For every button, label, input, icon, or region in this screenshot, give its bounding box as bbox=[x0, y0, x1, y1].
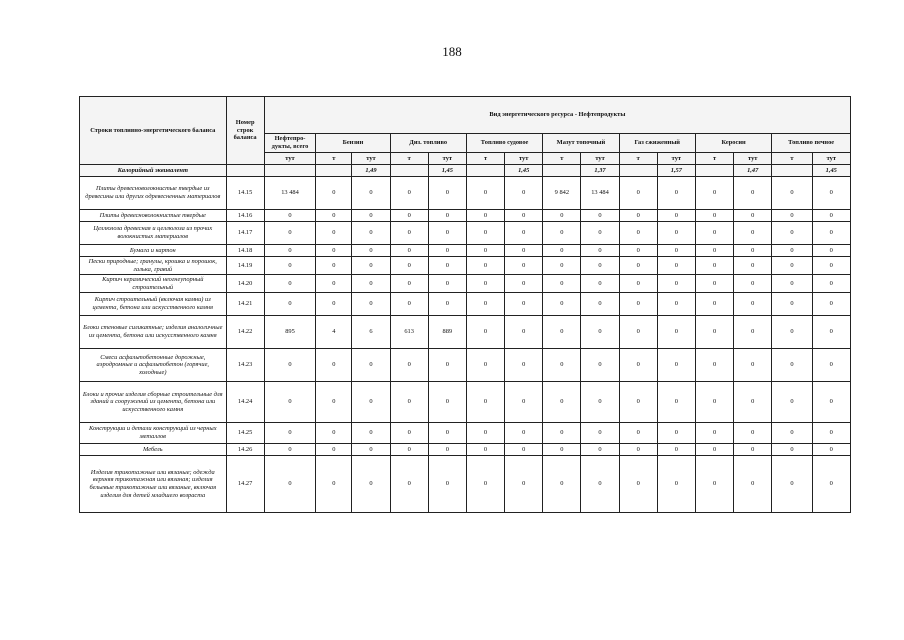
table-cell: 0 bbox=[316, 423, 352, 444]
table-cell: 0 bbox=[264, 423, 316, 444]
table-cell: 0 bbox=[695, 456, 733, 513]
table-cell: 0 bbox=[428, 275, 466, 293]
table-cell: 0 bbox=[619, 456, 657, 513]
line-number: 14.16 bbox=[226, 210, 264, 222]
row-label: Смеси асфальтобетонные дорожные, аэродромные и асфальтобетон (горячие, холодные) bbox=[80, 349, 227, 382]
table-cell: 0 bbox=[657, 423, 695, 444]
table-cell: 0 bbox=[695, 275, 733, 293]
table-cell: 0 bbox=[390, 456, 428, 513]
row-label: Калорийный эквивалент bbox=[80, 165, 227, 177]
table-cell: 0 bbox=[695, 177, 733, 210]
calorific-value: 1,45 bbox=[812, 165, 850, 177]
header-unit: тут bbox=[657, 153, 695, 165]
table-cell: 0 bbox=[352, 177, 390, 210]
calorific-row bbox=[80, 165, 851, 177]
table-cell: 0 bbox=[428, 177, 466, 210]
table-cell: 0 bbox=[619, 245, 657, 257]
table-cell: 0 bbox=[505, 316, 543, 349]
calorific-value bbox=[390, 165, 428, 177]
table-cell: 0 bbox=[466, 293, 504, 316]
table-cell: 0 bbox=[772, 444, 812, 456]
table-cell: 0 bbox=[581, 444, 619, 456]
header-unit: тут bbox=[581, 153, 619, 165]
header-product: Нефтепро-дукты, всего bbox=[264, 134, 316, 153]
table-cell: 0 bbox=[734, 444, 772, 456]
table-cell: 0 bbox=[428, 423, 466, 444]
table-cell: 0 bbox=[657, 177, 695, 210]
table-cell: 0 bbox=[466, 257, 504, 275]
table-cell: 0 bbox=[734, 423, 772, 444]
table-cell: 6 bbox=[352, 316, 390, 349]
table-cell: 0 bbox=[466, 456, 504, 513]
table-cell: 0 bbox=[505, 245, 543, 257]
table-cell: 0 bbox=[428, 293, 466, 316]
table-cell: 0 bbox=[543, 245, 581, 257]
table-cell: 0 bbox=[264, 444, 316, 456]
table-cell: 0 bbox=[619, 316, 657, 349]
calorific-value bbox=[619, 165, 657, 177]
table-cell: 0 bbox=[543, 316, 581, 349]
table-cell: 0 bbox=[428, 349, 466, 382]
table-cell: 0 bbox=[352, 423, 390, 444]
calorific-value bbox=[695, 165, 733, 177]
header-product: Мазут топочный bbox=[543, 134, 619, 153]
table-cell: 0 bbox=[812, 257, 850, 275]
table-cell: 0 bbox=[466, 349, 504, 382]
table-cell: 0 bbox=[695, 245, 733, 257]
line-number: 14.19 bbox=[226, 257, 264, 275]
calorific-value bbox=[543, 165, 581, 177]
line-number: 14.15 bbox=[226, 177, 264, 210]
table-row bbox=[80, 293, 851, 316]
table-cell: 0 bbox=[505, 382, 543, 423]
table-row bbox=[80, 222, 851, 245]
table-cell: 13 484 bbox=[264, 177, 316, 210]
header-rows-label: Строки топливно-энергетического баланса bbox=[80, 97, 227, 165]
table-cell: 0 bbox=[581, 275, 619, 293]
header-product: Топливо судовое bbox=[466, 134, 542, 153]
table-cell: 0 bbox=[695, 382, 733, 423]
table-cell: 0 bbox=[812, 316, 850, 349]
header-unit: тут bbox=[734, 153, 772, 165]
table-cell: 0 bbox=[619, 349, 657, 382]
line-number: 14.24 bbox=[226, 382, 264, 423]
table-cell: 0 bbox=[657, 275, 695, 293]
table-cell: 0 bbox=[695, 293, 733, 316]
table-cell: 0 bbox=[543, 382, 581, 423]
table-cell: 0 bbox=[772, 456, 812, 513]
row-label: Мебель bbox=[80, 444, 227, 456]
table-row bbox=[80, 456, 851, 513]
calorific-value bbox=[772, 165, 812, 177]
calorific-value bbox=[264, 165, 316, 177]
page-number: 188 bbox=[442, 44, 462, 59]
table-cell: 0 bbox=[657, 210, 695, 222]
table-cell: 0 bbox=[812, 456, 850, 513]
table-cell: 0 bbox=[772, 275, 812, 293]
table-cell: 0 bbox=[619, 257, 657, 275]
table-cell: 0 bbox=[772, 210, 812, 222]
table-cell: 0 bbox=[619, 382, 657, 423]
table-cell: 0 bbox=[264, 293, 316, 316]
table-cell: 0 bbox=[316, 349, 352, 382]
header-product: Бензин bbox=[316, 134, 390, 153]
calorific-value: 1,49 bbox=[352, 165, 390, 177]
table-cell: 0 bbox=[695, 222, 733, 245]
table-cell: 0 bbox=[316, 177, 352, 210]
row-label: Пески природные; гранулы, крошка и порошок, галька, гравий bbox=[80, 257, 227, 275]
table-cell: 0 bbox=[734, 293, 772, 316]
table-cell: 0 bbox=[657, 382, 695, 423]
table-cell: 0 bbox=[581, 293, 619, 316]
table-cell: 0 bbox=[695, 257, 733, 275]
line-number: 14.17 bbox=[226, 222, 264, 245]
table-cell: 0 bbox=[695, 210, 733, 222]
header-line-number: Номер строк баланса bbox=[226, 97, 264, 165]
table-cell: 0 bbox=[466, 275, 504, 293]
table-cell: 0 bbox=[657, 456, 695, 513]
table-cell: 0 bbox=[316, 210, 352, 222]
table-cell: 0 bbox=[812, 275, 850, 293]
table-cell: 0 bbox=[316, 456, 352, 513]
row-label: Кирпич керамический неогнеупорный строительный bbox=[80, 275, 227, 293]
table-row bbox=[80, 245, 851, 257]
header-unit: т bbox=[316, 153, 352, 165]
calorific-value bbox=[466, 165, 504, 177]
header-unit: тут bbox=[264, 153, 316, 165]
table-cell: 0 bbox=[264, 245, 316, 257]
calorific-value bbox=[316, 165, 352, 177]
table-cell: 0 bbox=[695, 444, 733, 456]
line-number: 14.18 bbox=[226, 245, 264, 257]
table-cell: 0 bbox=[772, 293, 812, 316]
table-cell: 0 bbox=[390, 210, 428, 222]
table-row bbox=[80, 275, 851, 293]
table-cell: 0 bbox=[581, 222, 619, 245]
table-cell: 0 bbox=[316, 444, 352, 456]
table-cell: 0 bbox=[581, 316, 619, 349]
table-cell: 0 bbox=[543, 210, 581, 222]
table-cell: 0 bbox=[352, 275, 390, 293]
table-cell: 0 bbox=[390, 293, 428, 316]
table-cell: 895 bbox=[264, 316, 316, 349]
table-cell: 0 bbox=[352, 293, 390, 316]
table-cell: 0 bbox=[734, 210, 772, 222]
row-label: Кирпич строительный (включая камни) из цемента, бетона или искусственного камня bbox=[80, 293, 227, 316]
table-cell: 13 484 bbox=[581, 177, 619, 210]
table-cell: 0 bbox=[505, 275, 543, 293]
table-cell: 0 bbox=[812, 210, 850, 222]
table-cell: 0 bbox=[352, 210, 390, 222]
table-cell: 0 bbox=[734, 382, 772, 423]
table-cell: 0 bbox=[657, 444, 695, 456]
table-cell: 0 bbox=[505, 349, 543, 382]
header-product: Керосин bbox=[695, 134, 771, 153]
table-cell: 0 bbox=[657, 316, 695, 349]
table-cell: 0 bbox=[543, 275, 581, 293]
table-cell: 0 bbox=[390, 245, 428, 257]
row-label: Изделия трикотажные или вязаные; одежда верхняя трикотажная или вязаная; изделия бельевые трикотажные или вязаные, включая изделия для детей младшего возраста bbox=[80, 456, 227, 513]
table-cell: 0 bbox=[428, 382, 466, 423]
table-cell: 0 bbox=[316, 275, 352, 293]
table-cell: 0 bbox=[428, 222, 466, 245]
table-cell: 0 bbox=[390, 275, 428, 293]
table-row bbox=[80, 349, 851, 382]
table-cell: 0 bbox=[466, 245, 504, 257]
table-cell: 0 bbox=[466, 382, 504, 423]
header-product: Диз. топливо bbox=[390, 134, 466, 153]
table-cell: 0 bbox=[734, 456, 772, 513]
table-cell: 0 bbox=[264, 210, 316, 222]
table-cell: 0 bbox=[352, 444, 390, 456]
row-label: Плиты древесноволокнистые твердые из древесины или других одревесненных материалов bbox=[80, 177, 227, 210]
table-cell: 0 bbox=[619, 177, 657, 210]
table-cell: 0 bbox=[428, 210, 466, 222]
table-cell: 0 bbox=[316, 245, 352, 257]
table-cell: 0 bbox=[352, 456, 390, 513]
table-cell: 0 bbox=[466, 177, 504, 210]
table-cell: 0 bbox=[316, 222, 352, 245]
table-row bbox=[80, 210, 851, 222]
header-unit: т bbox=[543, 153, 581, 165]
header-unit: т bbox=[695, 153, 733, 165]
table-cell: 0 bbox=[812, 349, 850, 382]
table-cell: 0 bbox=[264, 275, 316, 293]
line-number: 14.23 bbox=[226, 349, 264, 382]
table-cell: 0 bbox=[581, 257, 619, 275]
table-row bbox=[80, 177, 851, 210]
table-cell: 889 bbox=[428, 316, 466, 349]
table-cell: 0 bbox=[734, 316, 772, 349]
table-cell: 0 bbox=[619, 293, 657, 316]
row-label: Плиты древесноволокнистые твердые bbox=[80, 210, 227, 222]
table-cell: 0 bbox=[581, 245, 619, 257]
table-cell: 0 bbox=[772, 177, 812, 210]
header-unit: т bbox=[619, 153, 657, 165]
table-row bbox=[80, 423, 851, 444]
table-cell: 0 bbox=[505, 210, 543, 222]
table-cell: 0 bbox=[581, 210, 619, 222]
table-cell: 0 bbox=[543, 222, 581, 245]
header-product: Газ сжиженный bbox=[619, 134, 695, 153]
table-cell: 0 bbox=[390, 257, 428, 275]
table-cell: 0 bbox=[581, 423, 619, 444]
row-label: Конструкции и детали конструкций из черных металлов bbox=[80, 423, 227, 444]
table-cell: 0 bbox=[352, 382, 390, 423]
row-label: Блоки и прочие изделия сборные строительные для зданий и сооружений из цемента, бетона или искусственного камня bbox=[80, 382, 227, 423]
table-cell: 0 bbox=[352, 349, 390, 382]
table-cell: 0 bbox=[428, 444, 466, 456]
table-cell: 0 bbox=[657, 257, 695, 275]
table-cell: 0 bbox=[619, 423, 657, 444]
table-cell: 0 bbox=[543, 349, 581, 382]
line-number: 14.21 bbox=[226, 293, 264, 316]
table-cell: 0 bbox=[428, 456, 466, 513]
table-cell: 0 bbox=[505, 222, 543, 245]
header-unit: тут bbox=[352, 153, 390, 165]
table-cell: 0 bbox=[734, 275, 772, 293]
line-number: 14.27 bbox=[226, 456, 264, 513]
header-unit: тут bbox=[812, 153, 850, 165]
calorific-value: 1,45 bbox=[428, 165, 466, 177]
table-cell: 0 bbox=[581, 382, 619, 423]
table-cell: 0 bbox=[505, 177, 543, 210]
line-number bbox=[226, 165, 264, 177]
table-cell: 0 bbox=[657, 349, 695, 382]
table-cell: 0 bbox=[428, 245, 466, 257]
table-row bbox=[80, 316, 851, 349]
table-cell: 0 bbox=[581, 456, 619, 513]
table-cell: 0 bbox=[695, 316, 733, 349]
table-cell: 0 bbox=[734, 177, 772, 210]
table-cell: 0 bbox=[543, 293, 581, 316]
table-cell: 0 bbox=[772, 349, 812, 382]
header-unit: т bbox=[772, 153, 812, 165]
table-cell: 0 bbox=[352, 222, 390, 245]
table-cell: 0 bbox=[772, 257, 812, 275]
header-unit: т bbox=[466, 153, 504, 165]
fuel-balance-table bbox=[79, 96, 851, 513]
table-cell: 0 bbox=[734, 257, 772, 275]
table-cell: 0 bbox=[505, 423, 543, 444]
table-cell: 0 bbox=[734, 245, 772, 257]
table-cell: 0 bbox=[657, 245, 695, 257]
header-unit: т bbox=[390, 153, 428, 165]
table-cell: 0 bbox=[264, 456, 316, 513]
table-cell: 0 bbox=[390, 349, 428, 382]
table-cell: 0 bbox=[543, 456, 581, 513]
table-cell: 0 bbox=[264, 382, 316, 423]
header-product: Топливо печное bbox=[772, 134, 851, 153]
calorific-value: 1,47 bbox=[734, 165, 772, 177]
header-unit: тут bbox=[505, 153, 543, 165]
table-cell: 0 bbox=[812, 177, 850, 210]
table-cell: 0 bbox=[619, 210, 657, 222]
table-cell: 0 bbox=[264, 349, 316, 382]
table-cell: 0 bbox=[390, 177, 428, 210]
line-number: 14.26 bbox=[226, 444, 264, 456]
row-label: Целлюлоза древесная и целлюлоза из прочих волокнистых материалов bbox=[80, 222, 227, 245]
line-number: 14.25 bbox=[226, 423, 264, 444]
table-cell: 0 bbox=[695, 423, 733, 444]
table-cell: 0 bbox=[772, 245, 812, 257]
table-cell: 0 bbox=[352, 257, 390, 275]
calorific-value: 1,57 bbox=[657, 165, 695, 177]
header-unit: тут bbox=[428, 153, 466, 165]
table-cell: 0 bbox=[812, 444, 850, 456]
table-cell: 0 bbox=[772, 316, 812, 349]
line-number: 14.22 bbox=[226, 316, 264, 349]
table-cell: 0 bbox=[812, 245, 850, 257]
table-cell: 0 bbox=[619, 222, 657, 245]
header-resource-group: Вид энергетического ресурса - Нефтепродукты bbox=[264, 97, 850, 134]
table-row bbox=[80, 382, 851, 423]
table-cell: 0 bbox=[581, 349, 619, 382]
table-cell: 0 bbox=[505, 444, 543, 456]
table-cell: 0 bbox=[390, 222, 428, 245]
table-cell: 0 bbox=[812, 423, 850, 444]
calorific-value: 1,45 bbox=[505, 165, 543, 177]
table-cell: 0 bbox=[390, 423, 428, 444]
table-cell: 0 bbox=[505, 293, 543, 316]
table-cell: 0 bbox=[772, 423, 812, 444]
table-cell: 0 bbox=[316, 257, 352, 275]
table-row bbox=[80, 444, 851, 456]
table-cell: 0 bbox=[812, 382, 850, 423]
table-cell: 0 bbox=[543, 444, 581, 456]
table-cell: 0 bbox=[466, 210, 504, 222]
table-row bbox=[80, 257, 851, 275]
table-cell: 0 bbox=[772, 222, 812, 245]
table-cell: 0 bbox=[466, 222, 504, 245]
table-cell: 0 bbox=[812, 222, 850, 245]
table-cell: 0 bbox=[352, 245, 390, 257]
table-cell: 0 bbox=[657, 293, 695, 316]
calorific-value: 1,37 bbox=[581, 165, 619, 177]
table-cell: 0 bbox=[734, 222, 772, 245]
table-cell: 0 bbox=[772, 382, 812, 423]
table-cell: 613 bbox=[390, 316, 428, 349]
row-label: Бумага и картон bbox=[80, 245, 227, 257]
table-cell: 0 bbox=[466, 444, 504, 456]
table-cell: 0 bbox=[812, 293, 850, 316]
table-cell: 0 bbox=[390, 444, 428, 456]
table-cell: 0 bbox=[619, 275, 657, 293]
table-cell: 9 842 bbox=[543, 177, 581, 210]
table-cell: 0 bbox=[316, 382, 352, 423]
table-cell: 4 bbox=[316, 316, 352, 349]
table-cell: 0 bbox=[695, 349, 733, 382]
table-cell: 0 bbox=[619, 444, 657, 456]
table-cell: 0 bbox=[390, 382, 428, 423]
table-cell: 0 bbox=[657, 222, 695, 245]
table-cell: 0 bbox=[264, 257, 316, 275]
table-cell: 0 bbox=[264, 222, 316, 245]
table-cell: 0 bbox=[505, 257, 543, 275]
table-cell: 0 bbox=[543, 257, 581, 275]
table-cell: 0 bbox=[316, 293, 352, 316]
table-cell: 0 bbox=[466, 316, 504, 349]
row-label: Блоки стеновые силикатные; изделия аналогичные из цемента, бетона или искусственного камня bbox=[80, 316, 227, 349]
table-cell: 0 bbox=[543, 423, 581, 444]
table-cell: 0 bbox=[466, 423, 504, 444]
line-number: 14.20 bbox=[226, 275, 264, 293]
table-cell: 0 bbox=[428, 257, 466, 275]
table-cell: 0 bbox=[505, 456, 543, 513]
table-cell: 0 bbox=[734, 349, 772, 382]
